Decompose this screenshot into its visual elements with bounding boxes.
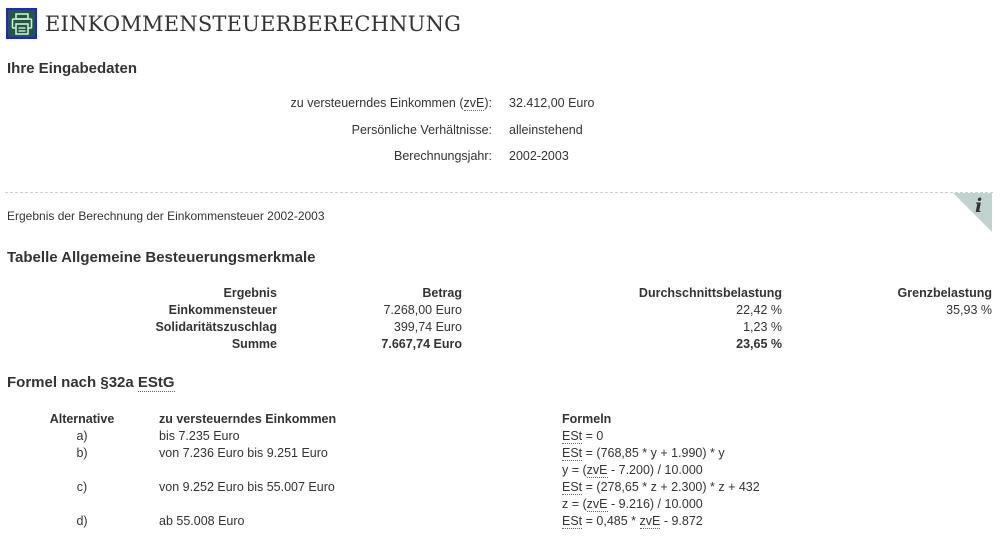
zve-abbr[interactable]: zvE [639,514,661,528]
tax-summary-table [0,286,1000,354]
printer-icon[interactable] [6,8,37,39]
row-amount: 7.268,00 Euro [383,303,462,317]
row-label: Solidaritätszuschlag [155,320,277,334]
table-row [0,303,1000,320]
info-button[interactable] [953,193,992,232]
zve-abbr[interactable]: zvE [586,497,608,511]
formula-row-b-sub [0,463,1000,480]
col-header-formulas: Formeln [562,412,612,426]
row-average: 22,42 % [736,303,782,317]
formula-text: y = (zvE - 7.200) / 10.000 [562,463,703,477]
table-header-row [0,286,1000,303]
table-row-total [0,337,1000,354]
alt-label: b) [76,446,88,460]
formula-header-row [0,412,1000,429]
row-label: Summe [231,337,277,351]
est-abbr[interactable]: ESt [562,514,583,528]
row-amount: 7.667,74 Euro [381,337,462,351]
input-row-income [0,96,1000,114]
zve-abbr[interactable]: zvE [463,96,485,110]
formula-heading: Formel nach §32a EStG [7,374,175,391]
col-header-result: Ergebnis [223,286,277,300]
income-value: 32.412,00 Euro [509,96,595,110]
formula-row-a [0,429,1000,446]
info-icon[interactable]: i [975,195,983,217]
estg-abbr[interactable]: EStG [137,374,175,391]
est-abbr[interactable]: ESt [562,429,583,443]
formula-text: ESt = 0,485 * zvE - 9.872 [562,514,703,528]
page-header [6,8,461,39]
row-label: Einkommensteuer [168,303,277,317]
formula-table [0,412,1000,531]
table-row [0,320,1000,337]
input-row-year [0,149,1000,167]
col-header-average: Durchschnittsbelastung [638,286,782,300]
income-range: bis 7.235 Euro [159,429,240,443]
alt-label: a) [76,429,88,443]
income-label: zu versteuerndes Einkommen (zvE): [290,96,492,110]
table-general-heading: Tabelle Allgemeine Besteuerungsmerkmale [7,249,316,266]
alt-label: c) [76,480,88,494]
result-caption: Ergebnis der Berechnung der Einkommensteuer 2002-2003 [7,209,325,223]
zve-abbr[interactable]: zvE [586,463,608,477]
row-amount: 399,74 Euro [393,320,462,334]
year-value: 2002-2003 [509,149,569,163]
row-average: 1,23 % [743,320,782,334]
col-header-income: zu versteuerndes Einkommen [159,412,337,426]
formula-row-b [0,446,1000,463]
status-label: Persönliche Verhältnisse: [351,123,492,137]
income-range: von 7.236 Euro bis 9.251 Euro [159,446,328,460]
alt-label: d) [76,514,88,528]
col-header-marginal: Grenzbelastung [897,286,992,300]
input-row-status [0,123,1000,141]
income-range: von 9.252 Euro bis 55.007 Euro [159,480,335,494]
est-abbr[interactable]: ESt [562,446,583,460]
status-value: alleinstehend [509,123,583,137]
row-marginal: 35,93 % [946,303,992,317]
formula-text: ESt = (278,65 * z + 2.300) * z + 432 [562,480,760,494]
formula-row-c [0,480,1000,497]
formula-text: z = (zvE - 9.216) / 10.000 [562,497,703,511]
inputs-heading: Ihre Eingabedaten [7,60,138,77]
section-divider [5,192,993,193]
page-title: EINKOMMENSTEUERBERECHNUNG [45,11,462,36]
col-header-amount: Betrag [422,286,462,300]
formula-row-c-sub [0,497,1000,514]
row-average: 23,65 % [736,337,782,351]
year-label: Berechnungsjahr: [394,149,492,163]
col-header-alternative: Alternative [49,412,115,426]
formula-text: ESt = 0 [562,429,604,443]
formula-text: ESt = (768,85 * y + 1.990) * y [562,446,725,460]
income-range: ab 55.008 Euro [159,514,245,528]
formula-row-d [0,514,1000,531]
est-abbr[interactable]: ESt [562,480,583,494]
